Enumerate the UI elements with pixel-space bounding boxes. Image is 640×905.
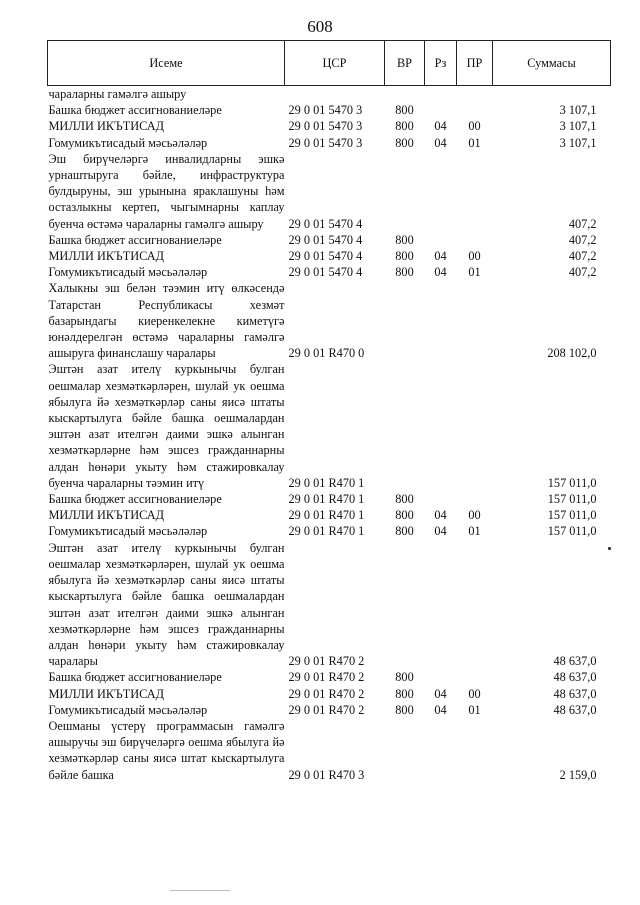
row-sum: 48 637,0 xyxy=(553,702,597,717)
row-pr xyxy=(457,491,493,507)
row-csr: 29 0 01 R470 1 xyxy=(288,475,365,490)
table-row xyxy=(48,361,611,491)
row-pr: 00 xyxy=(468,249,481,264)
row-rz xyxy=(425,151,457,232)
row-vr: 800 xyxy=(395,508,414,523)
row-csr: 29 0 01 R470 2 xyxy=(288,702,365,717)
table-row xyxy=(48,718,611,783)
table-row xyxy=(48,669,611,685)
row-name: Эштән азат ителү куркынычы булган оешмалар хезмәткәрләрен, шулай ук оешма ябылуга йә хезмәткәрләр саны яисә штаты кыскартылуга бәйле башка оешмалардан эштән азат ителгән даими эшкә алынган хезмәткәрләрне һәм эшсез гражданнарны алдан һөнәри укыту һәм стажировкалау буенча чараларны тәэмин итү xyxy=(48,362,285,490)
row-sum: 157 011,0 xyxy=(547,492,597,507)
header-pr: ПР xyxy=(457,41,493,86)
row-pr xyxy=(457,102,493,118)
row-csr: 29 0 01 R470 1 xyxy=(288,524,365,539)
row-sum: 407,2 xyxy=(568,265,597,280)
row-vr xyxy=(385,540,425,670)
row-vr: 800 xyxy=(395,103,414,118)
row-vr: 800 xyxy=(395,686,414,701)
row-sum: 3 107,1 xyxy=(559,135,597,150)
row-vr xyxy=(385,151,425,232)
row-sum: 407,2 xyxy=(568,232,597,247)
row-vr xyxy=(385,718,425,783)
table-row xyxy=(48,135,611,151)
table-row xyxy=(48,702,611,718)
row-csr: 29 0 01 5470 3 xyxy=(288,119,363,134)
row-rz xyxy=(425,540,457,670)
row-vr: 800 xyxy=(395,670,414,685)
row-name: Гомумикътисадый мәсьәләләр xyxy=(48,265,208,280)
row-name: МИЛЛИ ИКЪТИСАД xyxy=(48,119,164,134)
header-rz: Рз xyxy=(425,41,457,86)
row-vr: 800 xyxy=(395,135,414,150)
table-row xyxy=(48,280,611,361)
row-csr: 29 0 01 R470 3 xyxy=(288,767,365,782)
row-pr xyxy=(457,540,493,670)
header-sum: Суммасы xyxy=(493,41,611,86)
row-rz xyxy=(425,102,457,118)
row-rz xyxy=(425,669,457,685)
row-vr: 800 xyxy=(395,232,414,247)
row-csr: 29 0 01 5470 3 xyxy=(288,103,363,118)
row-pr: 01 xyxy=(468,702,481,717)
row-vr xyxy=(385,361,425,491)
row-sum: 3 107,1 xyxy=(559,103,597,118)
row-pr: 01 xyxy=(468,265,481,280)
row-pr: 00 xyxy=(468,119,481,134)
row-rz: 04 xyxy=(434,702,447,717)
scan-speck xyxy=(608,547,611,550)
row-rz xyxy=(425,491,457,507)
row-name: Оешманы үстерү программасын гамәлгә ашыручы эш бирүчеләргә оешма ябылуга йә хезмәткәрләр саны яисә штат кыскартылуга бәйле башка xyxy=(48,718,285,782)
row-sum: 407,2 xyxy=(568,216,597,231)
row-pr xyxy=(457,151,493,232)
table-row xyxy=(48,491,611,507)
row-pr xyxy=(457,718,493,783)
header-vr: ВР xyxy=(385,41,425,86)
row-name: Эш бирүчеләргә инвалидларны эшкә урнаштыруга бәйле, инфраструктура булдыруны, эш урынына яраклашуны һәм остазлыкны кертеп, чыгымнарны каплау буенча өстәмә чараларны гамәлгә ашыру xyxy=(48,151,285,231)
row-rz xyxy=(425,361,457,491)
table-body xyxy=(48,86,611,783)
row-vr: 800 xyxy=(395,524,414,539)
table-row xyxy=(48,507,611,523)
row-vr xyxy=(385,86,425,103)
header-csr: ЦСР xyxy=(285,41,385,86)
row-name: Гомумикътисадый мәсьәләләр xyxy=(48,524,208,539)
table-row xyxy=(48,151,611,232)
row-pr: 00 xyxy=(468,686,481,701)
table-row xyxy=(48,102,611,118)
table-row xyxy=(48,118,611,134)
table-header xyxy=(48,41,611,86)
scan-smear xyxy=(170,890,230,891)
table-row xyxy=(48,686,611,702)
budget-table xyxy=(47,40,611,783)
row-name: Гомумикътисадый мәсьәләләр xyxy=(48,135,208,150)
row-vr: 800 xyxy=(395,492,414,507)
row-name: Башка бюджет ассигнованиеләре xyxy=(48,492,222,507)
row-rz xyxy=(425,280,457,361)
row-rz: 04 xyxy=(434,135,447,150)
row-sum: 2 159,0 xyxy=(559,767,597,782)
row-pr: 01 xyxy=(468,524,481,539)
row-sum: 157 011,0 xyxy=(547,524,597,539)
row-csr: 29 0 01 5470 4 xyxy=(288,249,363,264)
row-vr: 800 xyxy=(395,119,414,134)
row-vr: 800 xyxy=(395,265,414,280)
row-name: чараларны гамәлгә ашыру xyxy=(48,87,187,101)
table-row xyxy=(48,248,611,264)
row-name: Башка бюджет ассигнованиеләре xyxy=(48,232,222,247)
row-csr: 29 0 01 5470 4 xyxy=(288,265,363,280)
row-vr xyxy=(385,280,425,361)
row-rz: 04 xyxy=(434,265,447,280)
row-pr xyxy=(457,280,493,361)
row-pr xyxy=(457,669,493,685)
row-name: Башка бюджет ассигнованиеләре xyxy=(48,670,222,685)
header-name: Исеме xyxy=(48,41,285,86)
row-csr: 29 0 01 R470 1 xyxy=(288,508,365,523)
row-csr: 29 0 01 R470 2 xyxy=(288,686,365,701)
row-csr: 29 0 01 R470 1 xyxy=(288,492,365,507)
table-row xyxy=(48,523,611,539)
row-sum: 48 637,0 xyxy=(553,686,597,701)
row-pr: 00 xyxy=(468,508,481,523)
row-sum: 48 637,0 xyxy=(553,654,597,669)
row-sum: 157 011,0 xyxy=(547,475,597,490)
row-vr: 800 xyxy=(395,702,414,717)
row-rz: 04 xyxy=(434,508,447,523)
row-name: МИЛЛИ ИКЪТИСАД xyxy=(48,686,164,701)
row-csr: 29 0 01 5470 3 xyxy=(288,135,363,150)
row-csr: 29 0 01 R470 2 xyxy=(288,654,365,669)
row-sum: 157 011,0 xyxy=(547,508,597,523)
row-csr: 29 0 01 R470 0 xyxy=(288,346,365,361)
row-rz: 04 xyxy=(434,119,447,134)
row-vr: 800 xyxy=(395,249,414,264)
row-sum: 208 102,0 xyxy=(547,346,597,361)
row-sum: 407,2 xyxy=(568,249,597,264)
row-name: МИЛЛИ ИКЪТИСАД xyxy=(48,508,164,523)
row-name: Гомумикътисадый мәсьәләләр xyxy=(48,702,208,717)
row-sum: 3 107,1 xyxy=(559,119,597,134)
row-name: Башка бюджет ассигнованиеләре xyxy=(48,103,222,118)
page-number: 608 xyxy=(307,17,333,36)
row-rz: 04 xyxy=(434,524,447,539)
row-name: МИЛЛИ ИКЪТИСАД xyxy=(48,249,164,264)
row-rz: 04 xyxy=(434,686,447,701)
row-rz xyxy=(425,718,457,783)
table-row xyxy=(48,264,611,280)
table-row xyxy=(48,86,611,103)
row-sum: 48 637,0 xyxy=(553,670,597,685)
row-csr: 29 0 01 R470 2 xyxy=(288,670,365,685)
row-rz xyxy=(425,232,457,248)
table-row xyxy=(48,540,611,670)
row-pr: 01 xyxy=(468,135,481,150)
row-sum xyxy=(493,86,611,103)
row-csr: 29 0 01 5470 4 xyxy=(288,216,363,231)
row-rz: 04 xyxy=(434,249,447,264)
row-pr xyxy=(457,361,493,491)
row-pr xyxy=(457,86,493,103)
table-row xyxy=(48,232,611,248)
row-name: Халыкны эш белән тәэмин итү өлкәсендә Татарстан Республикасы хезмәт базарындагы киеренкелекне киметүгә юнәлдерелгән өстәмә чараларны гамәлгә ашыруга финанслашу чаралары xyxy=(48,281,285,361)
row-csr xyxy=(285,86,385,103)
row-csr: 29 0 01 5470 4 xyxy=(288,232,363,247)
row-rz xyxy=(425,86,457,103)
row-name: Эштән азат ителү куркынычы булган оешмалар хезмәткәрләрен, шулай ук оешма ябылуга йә хезмәткәрләр саны яисә штаты кыскартылуга бәйле башка оешмалардан эштән азат ителгән даими эшкә алынган хезмәткәрләрне һәм эшсез гражданнарны алдан һөнәри укыту һәм стажировкалау чаралары xyxy=(48,540,285,669)
row-pr xyxy=(457,232,493,248)
